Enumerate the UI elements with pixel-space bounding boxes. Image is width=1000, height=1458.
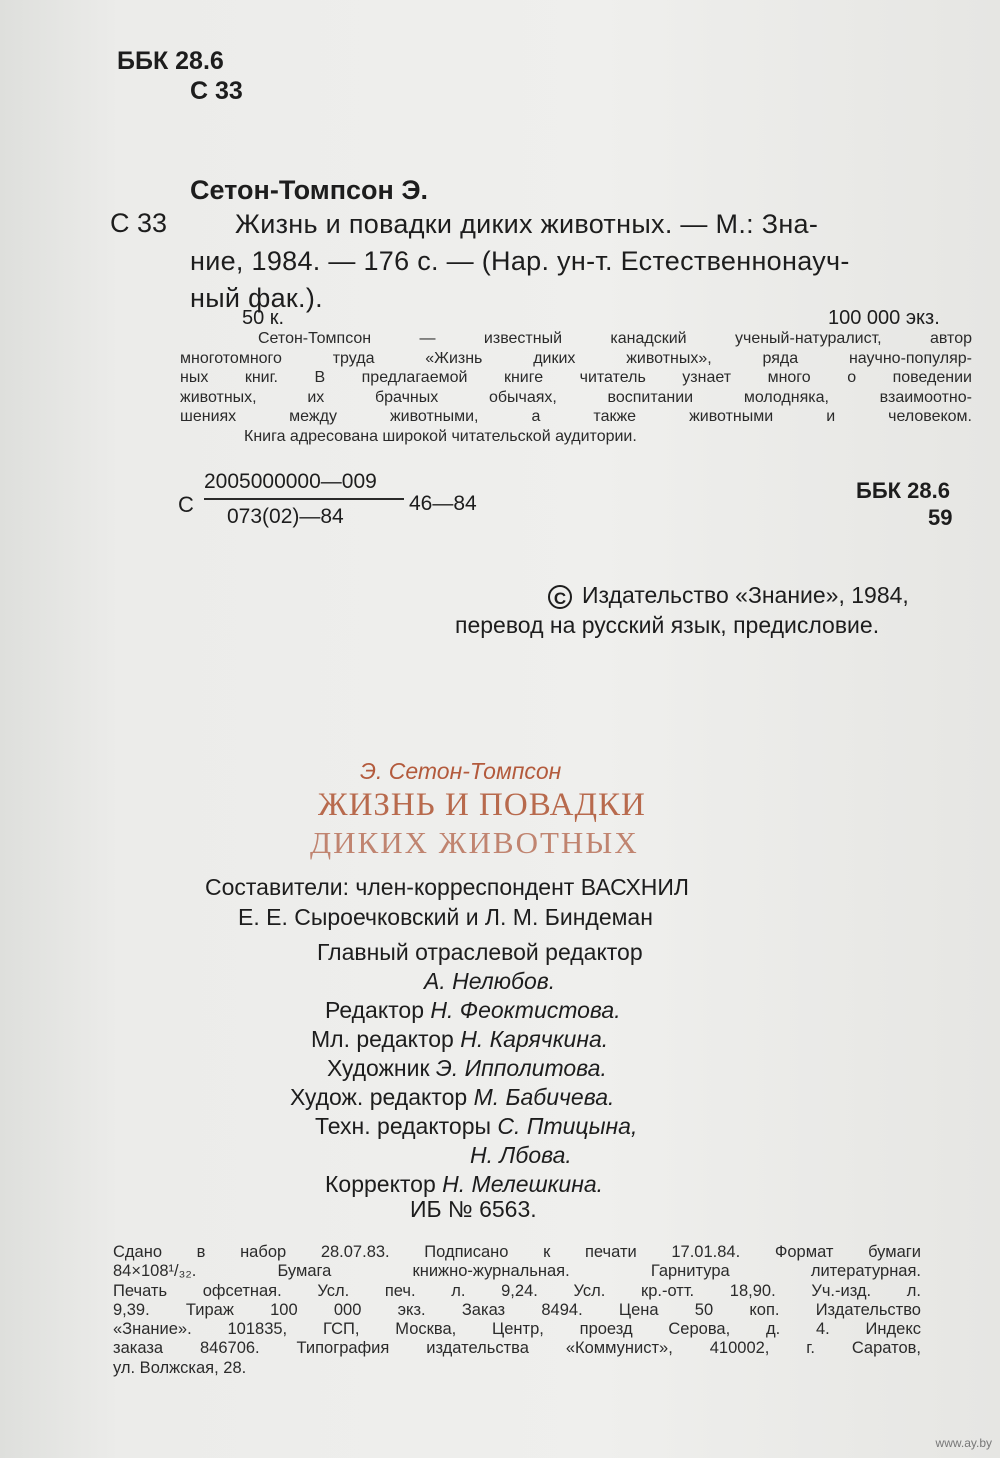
author-mark: С 33 xyxy=(190,77,243,105)
tech-editors-credit: Техн. редакторы С. Птицына, xyxy=(315,1113,638,1139)
imprint-line: 9,39. Тираж 100 000 экз. Заказ 8494. Цена 50 коп. Издательство xyxy=(113,1300,921,1319)
imprint-line: Сдано в набор 28.07.83. Подписано к печати 17.01.84. Формат бумаги xyxy=(113,1243,921,1261)
art-editor-credit: Худож. редактор М. Бабичева. xyxy=(290,1084,615,1110)
copyright-icon: C xyxy=(548,585,572,609)
editor-credit: Редактор Н. Феоктистова. xyxy=(325,997,621,1023)
index-suffix: 46—84 xyxy=(409,492,477,515)
annotation-line: Сетон-Томпсон — известный канадский ученый-натуралист, автор xyxy=(258,330,972,347)
bbk-code: ББК 28.6 xyxy=(117,47,224,75)
annotation-line: многотомного труда «Жизнь диких животных», ряда научно-популяр- xyxy=(180,349,972,367)
index-letter: С xyxy=(178,492,194,517)
description-line: ние, 1984. — 176 с. — (Нар. ун-т. Естественнонауч- xyxy=(190,246,850,276)
title-author: Э. Сетон-Томпсон xyxy=(360,758,562,784)
index-denominator: 073(02)—84 xyxy=(227,505,344,528)
annotation-line: животных, их брачных обычаях, воспитании молодняка, взаимоотно- xyxy=(180,388,972,406)
compilers xyxy=(205,872,689,932)
compilers-line: Е. Е. Сыроечковский и Л. М. Биндеман xyxy=(238,904,653,930)
price: 50 к. xyxy=(242,307,285,329)
copyright-text: Издательство «Знание», 1984, xyxy=(582,582,909,608)
jr-editor-credit: Мл. редактор Н. Карячкина. xyxy=(311,1026,609,1052)
chief-editor-label: Главный отраслевой редактор xyxy=(317,939,643,965)
ib-number: ИБ № 6563. xyxy=(410,1196,537,1222)
imprint-line: ул. Волжская, 28. xyxy=(113,1358,247,1377)
tech-editor-2: Н. Лбова. xyxy=(470,1142,572,1168)
imprint-line: «Знание». 101835, ГСП, Москва, Центр, проезд Серова, д. 4. Индекс xyxy=(113,1320,921,1339)
copies-count: 100 000 экз. xyxy=(828,307,940,329)
watermark: www.ay.by xyxy=(935,1436,992,1450)
imprint-line: Печать офсетная. Усл. печ. л. 9,24. Усл. кр.-отт. 18,90. Уч.-изд. л. xyxy=(113,1281,921,1300)
annotation-line: шениях между животными, а также животными и человеком. xyxy=(180,408,972,425)
book-title-line1: ЖИЗНЬ И ПОВАДКИ xyxy=(318,787,646,823)
bbk-right-code: ББК 28.6 xyxy=(856,478,950,503)
corrector-credit: Корректор Н. Мелешкина. xyxy=(325,1171,604,1197)
copyright-line-2: перевод на русский язык, предисловие. xyxy=(455,612,880,638)
bbk-right-number: 59 xyxy=(928,505,953,530)
copyright-line xyxy=(548,582,909,609)
bbk-classification-top xyxy=(117,46,243,106)
catalog-code: С 33 xyxy=(110,208,168,238)
artist-credit: Художник Э. Ипполитова. xyxy=(327,1055,607,1081)
chief-editor-name: А. Нелюбов. xyxy=(424,968,556,994)
compilers-line: Составители: член-корреспондент ВАСХНИЛ xyxy=(205,874,690,900)
catalog-description xyxy=(190,206,972,317)
annotation xyxy=(180,329,972,446)
imprint xyxy=(113,1243,921,1378)
description-line: ный фак.). xyxy=(190,283,323,313)
description-line: Жизнь и повадки диких животных. — М.: Зна- xyxy=(235,209,819,239)
annotation-line: ных книг. В предлагаемой книге читатель узнает много о поведении xyxy=(180,369,972,386)
imprint-line: заказа 846706. Типография издательства «Коммунист», 410002, г. Саратов, xyxy=(113,1339,921,1358)
index-numerator: 2005000000—009 xyxy=(204,470,377,493)
catalog-author: Сетон-Томпсон Э. xyxy=(190,175,429,205)
book-title-line2: ДИКИХ ЖИВОТНЫХ xyxy=(310,825,639,860)
annotation-line: Книга адресована широкой читательской аудитории. xyxy=(244,427,637,445)
fraction-bar xyxy=(204,498,404,500)
imprint-line: 84×108¹/₃₂. Бумага книжно-журнальная. Гарнитура литературная. xyxy=(113,1262,921,1281)
